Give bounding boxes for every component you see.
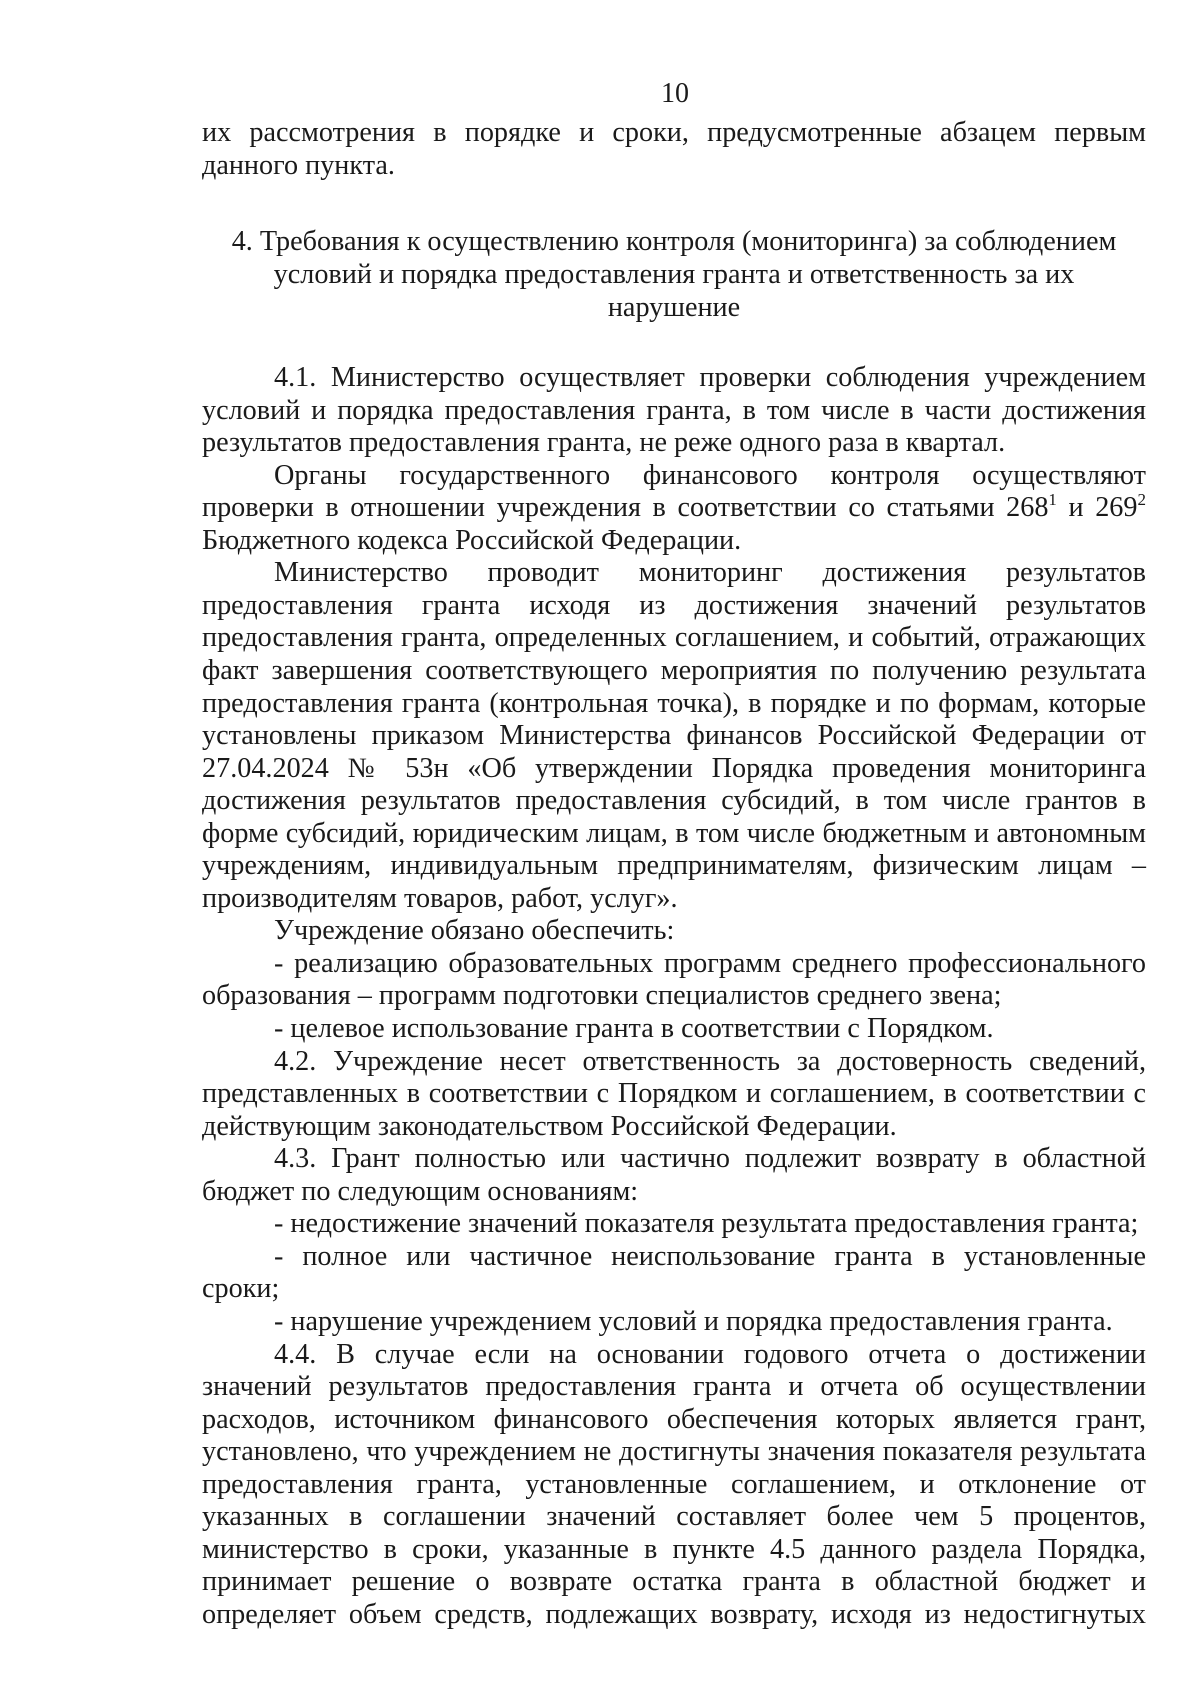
section-heading-line-2: условий и порядка предоставления гранта и ответственность за их нарушение [273, 259, 1075, 324]
document-body [202, 117, 1146, 1631]
section-heading [202, 225, 1146, 324]
paragraph-monitoring: Министерство проводит мониторинг достижения результатов предоставления гранта исходя из достижения значений результатов предоставления гранта, определенных соглашением, и событий, отражающих факт завершения соответствующего мероприятия по получению результата предоставления гранта (контрольная точка), в порядке и по формам, которые установлены приказом Министерства финансов Российской Федерации от 27.04.2024 № 53н «Об утверждении Порядка проведения мониторинга достижения результатов предоставления субсидий, в том числе грантов в форме субсидий, юридическим лицам, в том числе бюджетным и автономным учреждениям, индивидуальным предпринимателям, физическим лицам – производителям товаров, работ, услуг». [202, 557, 1146, 914]
paragraph-obliged-lead: Учреждение обязано обеспечить: [274, 915, 675, 947]
control-organs-text-middle: и 269 [1056, 492, 1138, 524]
page-number: 10 [661, 78, 689, 109]
intro-paragraph: их рассмотрения в порядке и сроки, предусмотренные абзацем первым данного пункта. [202, 117, 1146, 181]
list-item: - реализацию образовательных программ среднего профессионального образования – программ подготовки специалистов среднего звена; [202, 947, 1146, 1012]
list-item: - недостижение значений показателя результата предоставления гранта; [274, 1208, 1139, 1240]
list-item: - нарушение учреждением условий и порядка предоставления гранта. [274, 1305, 1113, 1337]
paragraph-4-4: 4.4. В случае если на основании годового отчета о достижении значений результатов предоставления гранта и отчета об осуществлении расходов, источником финансового обеспечения которых является грант, установлено, что учреждением не достигнуты значения показателя результата предоставления гранта, установленные соглашением, и отклонение от указанных в соглашении значений составляет более чем 5 процентов, министерство в сроки, указанные в пункте 4.5 данного раздела Порядка, принимает решение о возврате остатка гранта в областной бюджет и определяет объем средств, подлежащих возврату, исходя из недостигнутых [202, 1338, 1146, 1630]
article-268-superscript: 1 [1048, 489, 1057, 509]
control-organs-text-end: Бюджетного кодекса Российской Федерации. [202, 524, 742, 556]
paragraph-4-3: 4.3. Грант полностью или частично подлежит возврату в областной бюджет по следующим основаниям: [202, 1143, 1146, 1207]
section-heading-line-1: 4. Требования к осуществлению контроля (мониторинга) за соблюдением [231, 226, 1117, 258]
paragraph-control-organs [202, 460, 1146, 558]
paragraph-4-2: 4.2. Учреждение несет ответственность за достоверность сведений, представленных в соответствии с Порядком и соглашением, в соответствии с действующим законодательством Российской Федерации. [202, 1045, 1146, 1142]
paragraph-4-1: 4.1. Министерство осуществляет проверки соблюдения учреждением условий и порядка предоставления гранта, в том числе в части достижения результатов предоставления гранта, не реже одного раза в квартал. [202, 362, 1146, 459]
list-item: - полное или частичное неиспользование гранта в установленные сроки; [202, 1240, 1146, 1305]
article-269-superscript: 2 [1137, 489, 1146, 509]
list-item: - целевое использование гранта в соответствии с Порядком. [274, 1013, 994, 1045]
control-organs-text-start: Органы государственного финансового контроля осуществляют проверки в отношении учреждения в соответствии со статьями 268 [202, 459, 1146, 524]
